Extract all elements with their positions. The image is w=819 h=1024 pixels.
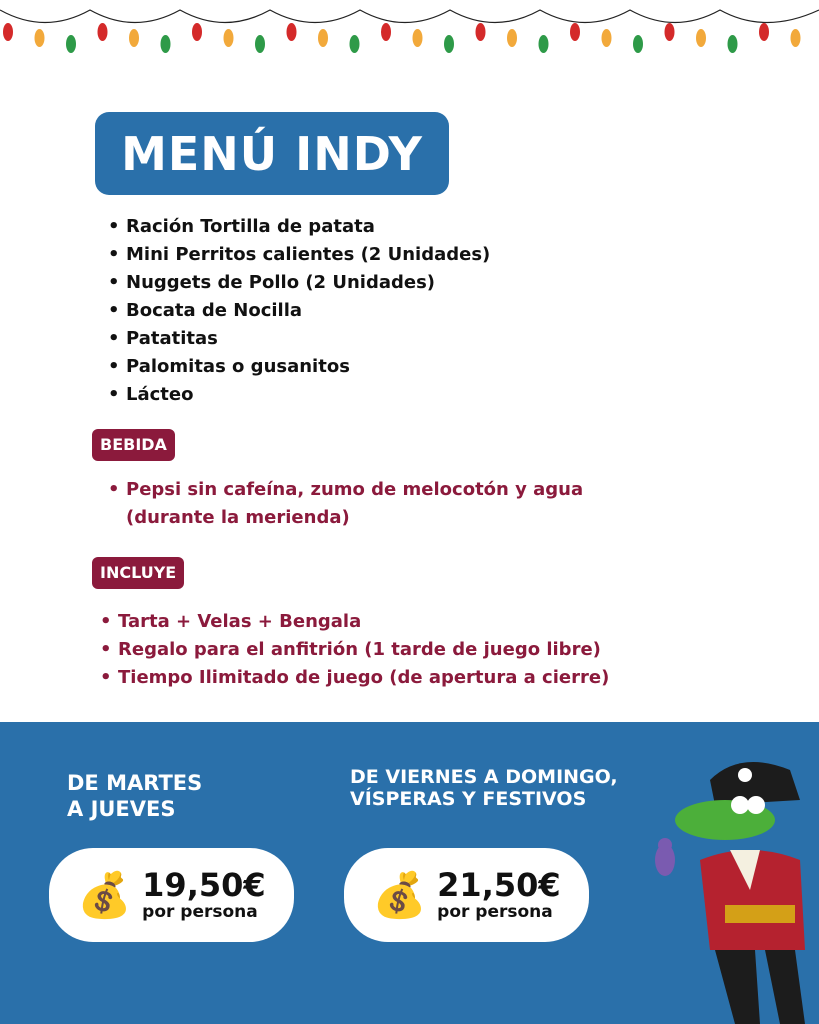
weekday-heading <box>67 770 202 822</box>
money-bag-icon: 💰 <box>372 870 428 921</box>
light-bulb-icon <box>696 29 706 47</box>
list-item: • Patatitas <box>106 325 490 353</box>
light-bulb-icon <box>3 23 13 41</box>
list-item: • Regalo para el anfitrión (1 tarde de juego libre) <box>98 636 609 664</box>
menu-list <box>106 213 490 409</box>
light-bulb-icon <box>476 23 486 41</box>
light-bulb-icon <box>507 29 517 47</box>
list-item: • Mini Perritos calientes (2 Unidades) <box>106 241 490 269</box>
weekend-price-card <box>344 848 589 942</box>
light-bulb-icon <box>665 23 675 41</box>
light-bulb-icon <box>381 23 391 41</box>
page-title: MENÚ INDY <box>95 112 449 195</box>
light-bulb-icon <box>161 35 171 53</box>
light-bulb-icon <box>192 23 202 41</box>
price-unit: por persona <box>142 902 258 922</box>
light-bulb-icon <box>444 35 454 53</box>
heading-line: VÍSPERAS Y FESTIVOS <box>350 788 587 810</box>
list-item: • Tarta + Velas + Bengala <box>98 608 609 636</box>
light-bulb-icon <box>633 35 643 53</box>
light-bulb-icon <box>287 23 297 41</box>
price-amount: 21,50€ <box>437 866 561 904</box>
price-amount: 19,50€ <box>142 866 266 904</box>
list-item: • Lácteo <box>106 381 490 409</box>
light-bulb-icon <box>35 29 45 47</box>
light-bulb-icon <box>413 29 423 47</box>
pirate-crocodile-mascot <box>640 750 819 1024</box>
heading-line: DE MARTES <box>67 771 203 795</box>
light-bulb-icon <box>318 29 328 47</box>
light-bulb-icon <box>66 35 76 53</box>
list-item: • Nuggets de Pollo (2 Unidades) <box>106 269 490 297</box>
list-item: • Pepsi sin cafeína, zumo de melocotón y agua (durante la merienda) <box>106 476 626 532</box>
money-bag-icon: 💰 <box>77 870 133 921</box>
heading-line: DE VIERNES A DOMINGO, <box>350 766 618 788</box>
light-bulb-icon <box>350 35 360 53</box>
light-bulb-icon <box>98 23 108 41</box>
incluye-list <box>98 608 609 692</box>
light-bulb-icon <box>759 23 769 41</box>
list-item: • Ración Tortilla de patata <box>106 213 490 241</box>
light-bulb-icon <box>791 29 801 47</box>
list-item: • Tiempo Ilimitado de juego (de apertura a cierre) <box>98 664 609 692</box>
list-item: • Bocata de Nocilla <box>106 297 490 325</box>
incluye-badge: INCLUYE <box>92 557 184 589</box>
light-bulb-icon <box>539 35 549 53</box>
light-bulb-icon <box>602 29 612 47</box>
heading-line: A JUEVES <box>67 797 176 821</box>
weekday-price-card <box>49 848 294 942</box>
price-unit: por persona <box>437 902 553 922</box>
light-bulb-icon <box>728 35 738 53</box>
christmas-lights-decoration <box>0 0 819 60</box>
bebida-badge: BEBIDA <box>92 429 175 461</box>
light-bulb-icon <box>224 29 234 47</box>
light-bulb-icon <box>255 35 265 53</box>
list-item: • Palomitas o gusanitos <box>106 353 490 381</box>
weekend-heading <box>350 766 618 810</box>
bebida-list <box>106 476 626 532</box>
light-bulb-icon <box>570 23 580 41</box>
light-bulb-icon <box>129 29 139 47</box>
